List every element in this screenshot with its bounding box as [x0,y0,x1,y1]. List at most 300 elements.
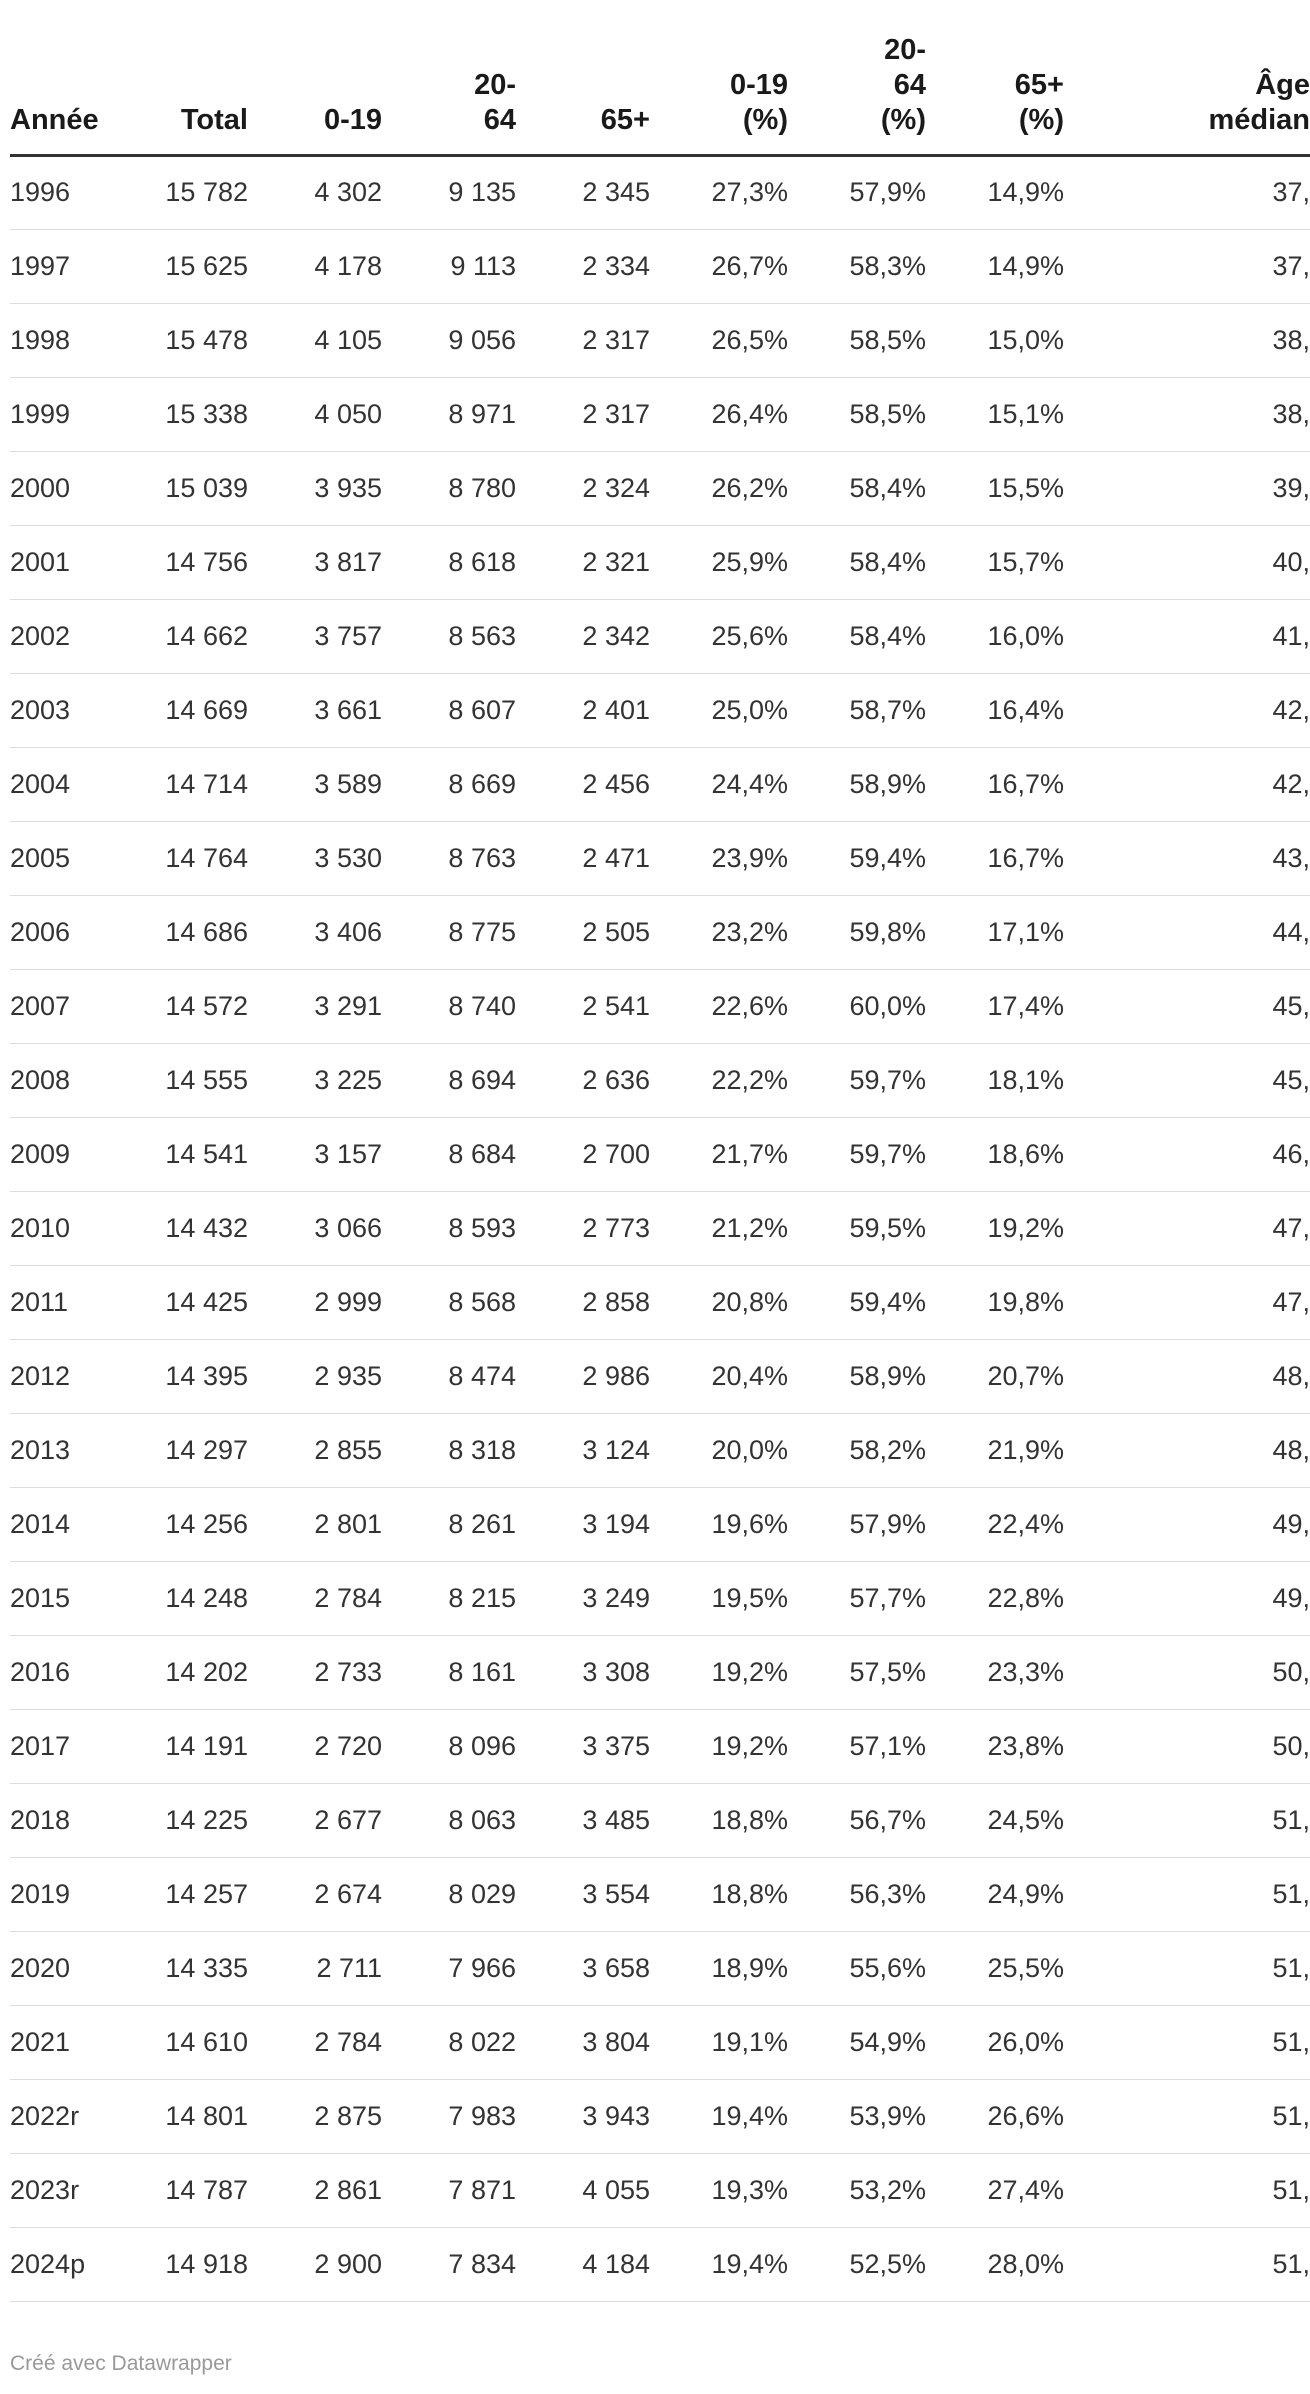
cell-20-64: 8 063 [382,1783,516,1857]
cell-20-64: 8 775 [382,895,516,969]
cell-65plus-pct: 16,7% [926,747,1064,821]
cell-0-19: 2 677 [248,1783,382,1857]
cell-65plus-pct: 26,6% [926,2079,1064,2153]
cell-20-64-pct: 58,4% [788,451,926,525]
cell-annee: 2013 [10,1413,100,1487]
cell-0-19-pct: 25,6% [650,599,788,673]
cell-0-19: 2 801 [248,1487,382,1561]
cell-age-median: 40, [1064,525,1310,599]
cell-20-64-pct: 52,5% [788,2227,926,2301]
cell-annee: 2009 [10,1117,100,1191]
cell-20-64: 8 593 [382,1191,516,1265]
cell-annee: 2020 [10,1931,100,2005]
cell-annee: 1996 [10,155,100,229]
cell-0-19-pct: 25,9% [650,525,788,599]
cell-65plus: 2 541 [516,969,650,1043]
cell-65plus-pct: 26,0% [926,2005,1064,2079]
cell-annee: 2018 [10,1783,100,1857]
cell-65plus-pct: 23,8% [926,1709,1064,1783]
cell-20-64-pct: 56,7% [788,1783,926,1857]
cell-0-19: 3 589 [248,747,382,821]
cell-age-median: 42, [1064,747,1310,821]
cell-annee: 2021 [10,2005,100,2079]
cell-0-19-pct: 24,4% [650,747,788,821]
cell-65plus: 3 485 [516,1783,650,1857]
cell-annee: 2000 [10,451,100,525]
cell-annee: 2003 [10,673,100,747]
cell-65plus: 2 317 [516,303,650,377]
header-row [10,0,1310,155]
cell-20-64-pct: 57,1% [788,1709,926,1783]
cell-20-64: 7 983 [382,2079,516,2153]
cell-20-64: 8 215 [382,1561,516,1635]
cell-65plus-pct: 14,9% [926,229,1064,303]
cell-0-19-pct: 19,1% [650,2005,788,2079]
cell-0-19: 3 225 [248,1043,382,1117]
cell-20-64-pct: 60,0% [788,969,926,1043]
cell-annee: 1997 [10,229,100,303]
cell-65plus: 3 943 [516,2079,650,2153]
table-row [10,377,1310,451]
cell-0-19: 3 406 [248,895,382,969]
cell-65plus-pct: 20,7% [926,1339,1064,1413]
cell-total: 14 572 [100,969,248,1043]
cell-65plus-pct: 28,0% [926,2227,1064,2301]
cell-0-19: 2 711 [248,1931,382,2005]
cell-annee: 2022r [10,2079,100,2153]
cell-total: 15 478 [100,303,248,377]
cell-age-median: 49, [1064,1487,1310,1561]
cell-total: 14 248 [100,1561,248,1635]
header-total[interactable]: Total [100,0,248,155]
table-row [10,1561,1310,1635]
cell-annee: 2004 [10,747,100,821]
table-row [10,1265,1310,1339]
cell-0-19-pct: 19,5% [650,1561,788,1635]
cell-0-19-pct: 18,8% [650,1857,788,1931]
cell-annee: 2002 [10,599,100,673]
cell-65plus-pct: 27,4% [926,2153,1064,2227]
table-row [10,1857,1310,1931]
cell-65plus-pct: 18,6% [926,1117,1064,1191]
cell-0-19: 3 066 [248,1191,382,1265]
cell-65plus: 2 636 [516,1043,650,1117]
cell-20-64-pct: 59,7% [788,1117,926,1191]
cell-age-median: 51, [1064,2005,1310,2079]
cell-age-median: 48, [1064,1413,1310,1487]
cell-0-19: 3 157 [248,1117,382,1191]
cell-0-19: 4 105 [248,303,382,377]
cell-total: 14 555 [100,1043,248,1117]
cell-0-19: 4 302 [248,155,382,229]
cell-0-19-pct: 20,0% [650,1413,788,1487]
cell-20-64-pct: 59,5% [788,1191,926,1265]
cell-65plus: 2 986 [516,1339,650,1413]
cell-20-64: 8 763 [382,821,516,895]
cell-65plus-pct: 15,1% [926,377,1064,451]
table-row [10,1931,1310,2005]
header-age-median[interactable]: Âge médian [1064,0,1310,155]
cell-age-median: 42, [1064,673,1310,747]
cell-65plus: 3 375 [516,1709,650,1783]
cell-65plus-pct: 16,0% [926,599,1064,673]
cell-0-19-pct: 20,8% [650,1265,788,1339]
cell-0-19: 4 050 [248,377,382,451]
cell-20-64-pct: 58,4% [788,525,926,599]
header-65plus[interactable]: 65+ [516,0,650,155]
datawrapper-credit[interactable]: Créé avec Datawrapper [10,2352,232,2375]
cell-20-64-pct: 57,7% [788,1561,926,1635]
cell-65plus: 2 334 [516,229,650,303]
cell-0-19-pct: 20,4% [650,1339,788,1413]
cell-annee: 2012 [10,1339,100,1413]
cell-total: 14 395 [100,1339,248,1413]
table-row [10,895,1310,969]
cell-20-64-pct: 59,7% [788,1043,926,1117]
cell-0-19-pct: 23,2% [650,895,788,969]
cell-65plus: 2 317 [516,377,650,451]
cell-0-19: 3 661 [248,673,382,747]
cell-total: 14 432 [100,1191,248,1265]
cell-65plus-pct: 25,5% [926,1931,1064,2005]
cell-0-19-pct: 26,7% [650,229,788,303]
cell-annee: 2008 [10,1043,100,1117]
cell-total: 14 202 [100,1635,248,1709]
cell-0-19-pct: 26,4% [650,377,788,451]
cell-65plus: 2 471 [516,821,650,895]
table-row [10,2079,1310,2153]
cell-20-64-pct: 53,9% [788,2079,926,2153]
population-table [10,0,1310,2302]
cell-65plus: 3 804 [516,2005,650,2079]
cell-age-median: 51, [1064,1783,1310,1857]
cell-65plus: 3 194 [516,1487,650,1561]
header-annee[interactable]: Année [10,0,100,155]
header-20-64-pct[interactable]: 20- 64 (%) [788,0,926,155]
cell-20-64-pct: 55,6% [788,1931,926,2005]
cell-65plus-pct: 19,2% [926,1191,1064,1265]
cell-age-median: 48, [1064,1339,1310,1413]
table-row [10,229,1310,303]
cell-total: 14 610 [100,2005,248,2079]
cell-total: 14 714 [100,747,248,821]
cell-65plus: 2 505 [516,895,650,969]
cell-20-64: 8 607 [382,673,516,747]
cell-total: 15 039 [100,451,248,525]
cell-65plus: 2 321 [516,525,650,599]
cell-65plus: 2 401 [516,673,650,747]
cell-65plus: 2 324 [516,451,650,525]
cell-20-64-pct: 58,5% [788,377,926,451]
cell-20-64: 8 474 [382,1339,516,1413]
cell-20-64-pct: 58,9% [788,1339,926,1413]
cell-annee: 2015 [10,1561,100,1635]
cell-total: 14 191 [100,1709,248,1783]
cell-65plus-pct: 18,1% [926,1043,1064,1117]
cell-65plus-pct: 23,3% [926,1635,1064,1709]
cell-20-64-pct: 53,2% [788,2153,926,2227]
cell-total: 14 686 [100,895,248,969]
cell-65plus: 3 658 [516,1931,650,2005]
cell-65plus: 3 249 [516,1561,650,1635]
cell-total: 15 625 [100,229,248,303]
cell-65plus: 2 345 [516,155,650,229]
cell-20-64: 8 971 [382,377,516,451]
cell-0-19-pct: 25,0% [650,673,788,747]
cell-65plus-pct: 19,8% [926,1265,1064,1339]
cell-20-64: 8 022 [382,2005,516,2079]
cell-annee: 2019 [10,1857,100,1931]
cell-0-19-pct: 26,5% [650,303,788,377]
cell-age-median: 39, [1064,451,1310,525]
cell-0-19: 2 855 [248,1413,382,1487]
cell-annee: 2023r [10,2153,100,2227]
cell-0-19: 2 784 [248,1561,382,1635]
cell-65plus-pct: 15,5% [926,451,1064,525]
cell-annee: 2005 [10,821,100,895]
cell-65plus: 3 308 [516,1635,650,1709]
cell-65plus: 2 342 [516,599,650,673]
table-row [10,599,1310,673]
cell-20-64: 8 161 [382,1635,516,1709]
cell-age-median: 37, [1064,229,1310,303]
cell-65plus: 2 858 [516,1265,650,1339]
cell-0-19: 4 178 [248,229,382,303]
cell-total: 14 256 [100,1487,248,1561]
cell-65plus-pct: 22,8% [926,1561,1064,1635]
cell-annee: 2011 [10,1265,100,1339]
cell-total: 14 669 [100,673,248,747]
cell-age-median: 47, [1064,1265,1310,1339]
cell-20-64: 8 669 [382,747,516,821]
table-body [10,155,1310,2301]
cell-age-median: 44, [1064,895,1310,969]
cell-0-19-pct: 19,6% [650,1487,788,1561]
cell-age-median: 50, [1064,1709,1310,1783]
table-row [10,1635,1310,1709]
cell-0-19: 3 291 [248,969,382,1043]
cell-20-64: 8 618 [382,525,516,599]
table-row [10,303,1310,377]
cell-20-64-pct: 57,5% [788,1635,926,1709]
cell-20-64-pct: 59,4% [788,821,926,895]
table-row [10,2005,1310,2079]
header-20-64[interactable]: 20- 64 [382,0,516,155]
cell-20-64: 8 261 [382,1487,516,1561]
cell-20-64-pct: 59,4% [788,1265,926,1339]
cell-annee: 1999 [10,377,100,451]
cell-0-19: 2 733 [248,1635,382,1709]
cell-0-19: 3 530 [248,821,382,895]
cell-20-64: 8 568 [382,1265,516,1339]
cell-65plus-pct: 17,4% [926,969,1064,1043]
cell-0-19-pct: 19,2% [650,1635,788,1709]
cell-65plus-pct: 24,5% [926,1783,1064,1857]
cell-age-median: 51, [1064,2153,1310,2227]
cell-age-median: 49, [1064,1561,1310,1635]
header-65plus-pct[interactable]: 65+ (%) [926,0,1064,155]
cell-65plus-pct: 15,0% [926,303,1064,377]
cell-65plus: 2 456 [516,747,650,821]
cell-20-64: 8 684 [382,1117,516,1191]
cell-0-19-pct: 19,4% [650,2079,788,2153]
cell-age-median: 38, [1064,303,1310,377]
cell-65plus-pct: 15,7% [926,525,1064,599]
cell-annee: 2024p [10,2227,100,2301]
header-0-19[interactable]: 0-19 [248,0,382,155]
table-row [10,1783,1310,1857]
cell-20-64-pct: 58,4% [788,599,926,673]
table-row [10,1487,1310,1561]
cell-total: 14 801 [100,2079,248,2153]
table-row [10,673,1310,747]
cell-total: 15 782 [100,155,248,229]
table-row [10,1413,1310,1487]
cell-total: 14 225 [100,1783,248,1857]
cell-0-19: 2 674 [248,1857,382,1931]
cell-age-median: 51, [1064,1857,1310,1931]
cell-0-19-pct: 18,9% [650,1931,788,2005]
cell-0-19-pct: 19,2% [650,1709,788,1783]
cell-0-19-pct: 19,3% [650,2153,788,2227]
cell-65plus: 2 773 [516,1191,650,1265]
data-table-container [10,0,1310,2302]
cell-total: 14 764 [100,821,248,895]
cell-20-64: 8 780 [382,451,516,525]
cell-65plus: 3 554 [516,1857,650,1931]
cell-total: 15 338 [100,377,248,451]
cell-total: 14 918 [100,2227,248,2301]
cell-20-64-pct: 58,7% [788,673,926,747]
table-header [10,0,1310,155]
table-row [10,1043,1310,1117]
cell-20-64: 7 834 [382,2227,516,2301]
cell-65plus-pct: 17,1% [926,895,1064,969]
cell-65plus-pct: 21,9% [926,1413,1064,1487]
cell-age-median: 51, [1064,2227,1310,2301]
header-0-19-pct[interactable]: 0-19 (%) [650,0,788,155]
cell-65plus-pct: 14,9% [926,155,1064,229]
cell-annee: 2006 [10,895,100,969]
cell-age-median: 37, [1064,155,1310,229]
table-row [10,821,1310,895]
cell-0-19-pct: 18,8% [650,1783,788,1857]
table-row [10,1191,1310,1265]
cell-20-64-pct: 57,9% [788,155,926,229]
cell-age-median: 45, [1064,1043,1310,1117]
cell-annee: 2007 [10,969,100,1043]
cell-20-64-pct: 56,3% [788,1857,926,1931]
cell-0-19: 2 999 [248,1265,382,1339]
cell-65plus-pct: 24,9% [926,1857,1064,1931]
cell-0-19-pct: 21,2% [650,1191,788,1265]
cell-0-19-pct: 21,7% [650,1117,788,1191]
table-row [10,525,1310,599]
cell-20-64-pct: 58,5% [788,303,926,377]
cell-20-64-pct: 59,8% [788,895,926,969]
cell-0-19: 3 817 [248,525,382,599]
cell-age-median: 51, [1064,2079,1310,2153]
cell-0-19-pct: 22,6% [650,969,788,1043]
cell-total: 14 787 [100,2153,248,2227]
cell-20-64: 8 740 [382,969,516,1043]
cell-annee: 2001 [10,525,100,599]
cell-20-64-pct: 57,9% [788,1487,926,1561]
cell-age-median: 43, [1064,821,1310,895]
cell-annee: 2017 [10,1709,100,1783]
table-row [10,451,1310,525]
cell-total: 14 335 [100,1931,248,2005]
cell-age-median: 41, [1064,599,1310,673]
cell-65plus: 4 184 [516,2227,650,2301]
cell-20-64: 8 096 [382,1709,516,1783]
cell-20-64: 8 694 [382,1043,516,1117]
cell-0-19-pct: 19,4% [650,2227,788,2301]
table-row [10,1117,1310,1191]
cell-age-median: 46, [1064,1117,1310,1191]
cell-20-64: 9 113 [382,229,516,303]
cell-0-19: 3 935 [248,451,382,525]
cell-annee: 2016 [10,1635,100,1709]
cell-20-64-pct: 58,2% [788,1413,926,1487]
cell-20-64-pct: 58,9% [788,747,926,821]
cell-20-64: 9 056 [382,303,516,377]
table-row [10,969,1310,1043]
cell-20-64: 9 135 [382,155,516,229]
cell-20-64: 7 871 [382,2153,516,2227]
table-row [10,2227,1310,2301]
cell-0-19: 2 720 [248,1709,382,1783]
cell-0-19: 2 861 [248,2153,382,2227]
cell-0-19: 3 757 [248,599,382,673]
cell-annee: 2014 [10,1487,100,1561]
cell-total: 14 756 [100,525,248,599]
cell-0-19: 2 900 [248,2227,382,2301]
cell-total: 14 257 [100,1857,248,1931]
cell-0-19: 2 875 [248,2079,382,2153]
cell-0-19: 2 784 [248,2005,382,2079]
cell-20-64: 7 966 [382,1931,516,2005]
cell-20-64: 8 563 [382,599,516,673]
cell-age-median: 51, [1064,1931,1310,2005]
cell-annee: 2010 [10,1191,100,1265]
table-row [10,1339,1310,1413]
cell-65plus: 4 055 [516,2153,650,2227]
cell-annee: 1998 [10,303,100,377]
cell-0-19-pct: 23,9% [650,821,788,895]
cell-total: 14 662 [100,599,248,673]
cell-20-64-pct: 54,9% [788,2005,926,2079]
cell-age-median: 50, [1064,1635,1310,1709]
cell-total: 14 541 [100,1117,248,1191]
cell-age-median: 47, [1064,1191,1310,1265]
cell-age-median: 38, [1064,377,1310,451]
cell-65plus-pct: 22,4% [926,1487,1064,1561]
table-row [10,2153,1310,2227]
cell-0-19: 2 935 [248,1339,382,1413]
cell-0-19-pct: 22,2% [650,1043,788,1117]
cell-65plus: 2 700 [516,1117,650,1191]
cell-20-64: 8 029 [382,1857,516,1931]
cell-age-median: 45, [1064,969,1310,1043]
table-row [10,747,1310,821]
table-row [10,155,1310,229]
cell-65plus-pct: 16,7% [926,821,1064,895]
cell-total: 14 425 [100,1265,248,1339]
cell-65plus: 3 124 [516,1413,650,1487]
table-row [10,1709,1310,1783]
cell-20-64: 8 318 [382,1413,516,1487]
